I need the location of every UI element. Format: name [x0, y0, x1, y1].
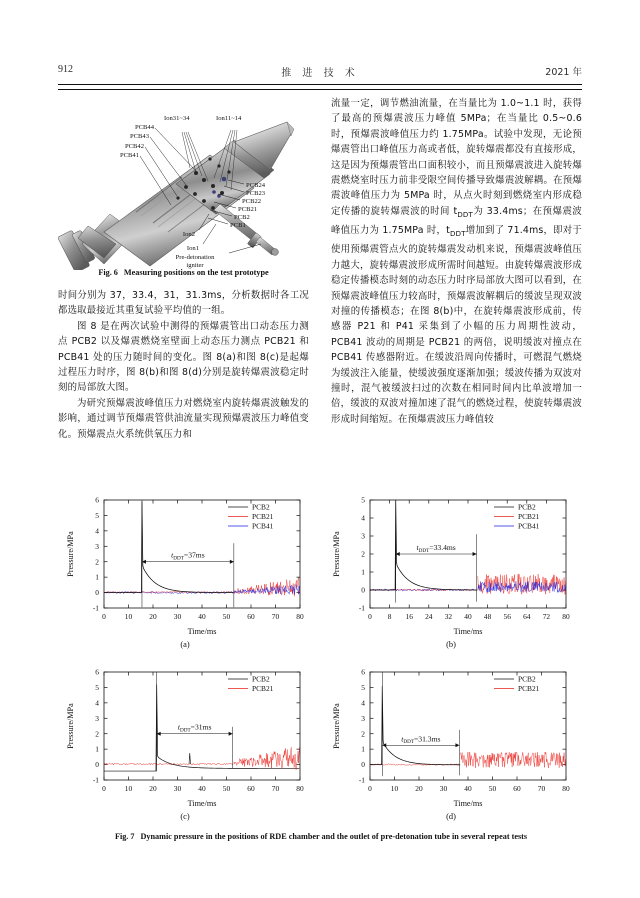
y-tick-label: 4	[361, 513, 365, 523]
y-tick-label: 0	[95, 588, 99, 598]
figure-7-caption	[56, 832, 586, 841]
y-tick-label: -1	[92, 603, 99, 613]
y-tick-label: 5	[361, 495, 365, 505]
x-tick-label: 60	[247, 612, 255, 621]
chart-a-svg	[56, 490, 314, 650]
legend-label: PCB41	[518, 521, 540, 531]
y-tick-label: 3	[95, 713, 99, 723]
x-tick-label: 0	[368, 612, 372, 621]
y-tick-label: 4	[361, 698, 365, 708]
x-axis-label: Time/ms	[187, 627, 217, 636]
left-column-text	[58, 288, 309, 442]
y-tick-label: 2	[361, 729, 365, 739]
label-ion11-14: Ion11~14	[216, 115, 242, 122]
x-tick-label: 10	[124, 784, 133, 793]
label-pcb1: PCB1	[230, 222, 246, 229]
x-tick-label: 80	[562, 784, 570, 793]
y-tick-label: 3	[361, 531, 365, 541]
right-paragraph-1	[331, 96, 582, 427]
y-axis-label: Pressure/MPa	[332, 703, 341, 749]
ddt-annotation: $t_{DDT}=33.4ms$	[416, 543, 456, 554]
figure-6-caption	[58, 268, 309, 277]
x-tick-label: 10	[124, 612, 133, 621]
x-tick-label: 10	[390, 784, 399, 793]
y-tick-label: 2	[361, 549, 365, 559]
x-tick-label: 0	[368, 784, 372, 793]
label-pcb43: PCB43	[129, 133, 149, 140]
x-tick-label: 40	[464, 612, 472, 621]
y-tick-label: -1	[358, 775, 365, 785]
y-tick-label: 6	[361, 667, 365, 677]
figure-6-caption-text: Measuring positions on the test prototype	[123, 268, 269, 277]
left-paragraph-2: 图 8 是在两次试验中测得的预爆震管出口动态压力测点 PCB2 以及爆震燃烧室壁面上动态压力测点 PCB21 和 PCB41 处的压力随时间的变化。图 8(a)和图 8(c)是起爆过程压力时序，图 8(b)和图 8(d)分别是旋转爆震波稳定时刻的局部放大图。	[58, 320, 309, 394]
y-tick-label: 6	[95, 667, 99, 677]
figure-6-drawing	[58, 92, 309, 270]
chart-d-svg	[322, 662, 580, 822]
ddt-annotation: $t_{DDT}=31ms$	[177, 722, 212, 734]
y-tick-label: 4	[95, 698, 99, 708]
chart-b-sublabel: (b)	[446, 640, 456, 649]
right-paragraph-1-text: 流量一定，调节燃油流量，在当量比为 1.0~1.1 时，获得了最高的预爆震波压力峰值 5MPa；在当量比 0.5~0.6 时，预爆震波峰值压力约 1.75MPa。试验中发现，无论预爆震管出口峰值压力高或者低，旋转爆震都没有直接形成，这是因为预爆震管出口面积较小，而且预爆震波进入旋转爆震燃烧室时压力前非受限空间传播导致爆震波解耦。在预爆震波峰值压力为 5MPa 时，从点火时刻到燃烧室内形成稳定传播的旋转爆震波的时间 t	[331, 98, 582, 217]
label-pre-detonation-igniter-line1: Pre-detonation	[175, 254, 215, 261]
label-pcb24: PCB24	[246, 182, 266, 189]
chart-b-svg	[322, 490, 580, 650]
legend-label: PCB21	[252, 684, 274, 694]
label-pcb42: PCB42	[124, 143, 144, 150]
header-rule	[58, 84, 582, 90]
x-tick-label: 30	[439, 784, 448, 793]
y-tick-label: 1	[95, 572, 99, 582]
running-head	[58, 62, 582, 84]
label-pre-detonation-igniter-line2: igniter	[186, 262, 204, 269]
y-tick-label: 3	[361, 713, 365, 723]
chart-c-sublabel: (c)	[180, 812, 190, 821]
x-tick-label: 80	[296, 784, 304, 793]
y-tick-label: 5	[95, 683, 99, 693]
label-ion31-34: Ion31~34	[164, 115, 190, 122]
x-tick-label: 40	[198, 784, 206, 793]
y-tick-label: 1	[361, 567, 365, 577]
chart-a-sublabel: (a)	[180, 640, 190, 649]
y-tick-label: 5	[95, 511, 99, 521]
legend-label: PCB41	[252, 521, 274, 531]
ddt-annotation: $t_{DDT}=37ms$	[171, 550, 205, 562]
figure-6-caption-number: Fig. 6	[98, 268, 118, 277]
label-ion2: Ion2	[182, 231, 195, 238]
x-tick-label: 48	[483, 612, 492, 621]
label-pcb22: PCB22	[242, 198, 262, 205]
right-paragraph-3-text: 增加到了 71.4ms，即对于使用预爆震管点火的旋转爆震发动机来说，预爆震波峰值压力越大，旋转爆震波形成所需时间越短。由旋转爆震波形成稳定传播模态时刻的动态压力时序局部放大图可以看到，在预爆震波峰值压力较高时，预爆震波解耦后的缓波呈现双波对撞的传播模态；在图 8(b)中，在旋转爆震波形成前，传感器 P21 和 P41 采集到了小幅的压力周期性波动，PCB41 波动的周期是 PCB21 的两倍，说明缓波对撞点在 PCB41 传感器附近。在缓波沿周向传播时，可燃混气燃烧为缓波注入能量，使缓波强度逐渐加强；缓波传播为双波对撞时，混气被缓波扫过的次数在相同时间内比单波增加一倍，缓波的双波对撞加速了混气的燃烧过程，使旋转爆震波形成时间缩短。在预爆震波压力峰值较	[331, 225, 582, 425]
label-ion1: Ion1	[186, 245, 199, 252]
x-axis-label: Time/ms	[453, 627, 483, 636]
y-tick-label: 5	[361, 683, 365, 693]
x-tick-label: 80	[562, 612, 570, 621]
chart-c-svg	[56, 662, 314, 822]
y-tick-label: 1	[361, 744, 365, 754]
figure-7	[56, 490, 586, 830]
y-tick-label: -1	[92, 775, 99, 785]
x-tick-label: 30	[173, 612, 182, 621]
x-tick-label: 60	[513, 784, 521, 793]
legend-label: PCB21	[252, 512, 274, 522]
x-tick-label: 50	[222, 784, 231, 793]
x-tick-label: 32	[444, 612, 453, 621]
right-paragraph-2-text: 为 33.4ms；在预爆震波峰值压力为 1.75MPa 时，t	[331, 205, 582, 237]
x-tick-label: 56	[503, 612, 511, 621]
y-tick-label: 0	[361, 760, 365, 770]
x-tick-label: 50	[222, 612, 231, 621]
label-pcb2: PCB2	[234, 214, 250, 221]
label-pcb44: PCB44	[134, 124, 154, 131]
x-tick-label: 20	[149, 784, 157, 793]
x-tick-label: 40	[198, 612, 206, 621]
chart-b	[322, 490, 580, 655]
x-tick-label: 24	[425, 612, 433, 621]
legend-label: PCB2	[518, 502, 536, 512]
chart-d	[322, 662, 580, 827]
left-paragraph-3: 为研究预爆震波峰值压力对燃烧室内旋转爆震波触发的影响，通过调节预爆震管供油流量实现预爆震波压力峰值变化。预爆震点火系统供氧压力和	[58, 397, 309, 440]
x-tick-label: 0	[102, 784, 106, 793]
x-tick-label: 70	[537, 784, 546, 793]
subscript-ddt-1: DDT	[457, 210, 473, 219]
y-tick-label: 2	[95, 729, 99, 739]
x-tick-label: 72	[542, 612, 551, 621]
x-tick-label: 20	[149, 612, 157, 621]
legend-label: PCB21	[518, 684, 540, 694]
x-tick-label: 80	[296, 612, 304, 621]
x-tick-label: 30	[173, 784, 182, 793]
page-number-left: 912	[58, 64, 73, 75]
y-tick-label: 2	[95, 557, 99, 567]
chart-c	[56, 662, 314, 827]
y-tick-label: 6	[95, 495, 99, 505]
label-pcb21: PCB21	[238, 206, 258, 213]
legend-label: PCB2	[252, 674, 270, 684]
chart-a	[56, 490, 314, 655]
subscript-ddt-2: DDT	[450, 230, 466, 238]
chart-d-sublabel: (d)	[446, 812, 456, 821]
x-tick-label: 8	[387, 612, 392, 621]
x-tick-label: 0	[102, 612, 106, 621]
figure-7-caption-text: Dynamic pressure in the positions of RDE chamber and the outlet of pre-detonation tube in several repeat tests	[140, 832, 528, 841]
x-tick-label: 70	[271, 612, 280, 621]
y-tick-label: 0	[95, 760, 99, 770]
y-axis-label: Pressure/MPa	[66, 703, 75, 749]
y-tick-label: 0	[361, 585, 365, 595]
x-tick-label: 50	[488, 784, 497, 793]
figure-7-caption-number: Fig. 7	[114, 832, 135, 841]
x-tick-label: 40	[464, 784, 472, 793]
journal-title: 推 进 技 术	[281, 68, 359, 79]
x-tick-label: 16	[405, 612, 413, 621]
y-tick-label: 3	[95, 541, 99, 551]
legend-label: PCB2	[518, 674, 536, 684]
y-tick-label: 1	[95, 744, 99, 754]
ddt-annotation: $t_{DDT}=31.3ms$	[401, 734, 441, 746]
y-axis-label: Pressure/MPa	[66, 531, 75, 577]
right-column-text	[331, 96, 582, 427]
left-paragraph-1: 时间分别为 37，33.4，31，31.3ms，分析数据时各工况都选取最接近其重复试验平均值的一组。	[58, 290, 309, 317]
label-pcb23: PCB23	[246, 190, 266, 197]
x-axis-label: Time/ms	[187, 799, 217, 808]
y-axis-label: Pressure/MPa	[332, 531, 341, 577]
x-axis-label: Time/ms	[453, 799, 483, 808]
x-tick-label: 20	[415, 784, 423, 793]
x-tick-label: 64	[523, 612, 531, 621]
x-tick-label: 60	[247, 784, 255, 793]
x-tick-label: 70	[271, 784, 280, 793]
publication-year: 2021 年	[545, 67, 582, 78]
figure-6	[58, 92, 309, 270]
label-pcb41: PCB41	[119, 152, 139, 159]
y-tick-label: 4	[95, 526, 99, 536]
legend-label: PCB2	[252, 502, 270, 512]
y-tick-label: -1	[358, 603, 365, 613]
legend-label: PCB21	[518, 512, 540, 522]
